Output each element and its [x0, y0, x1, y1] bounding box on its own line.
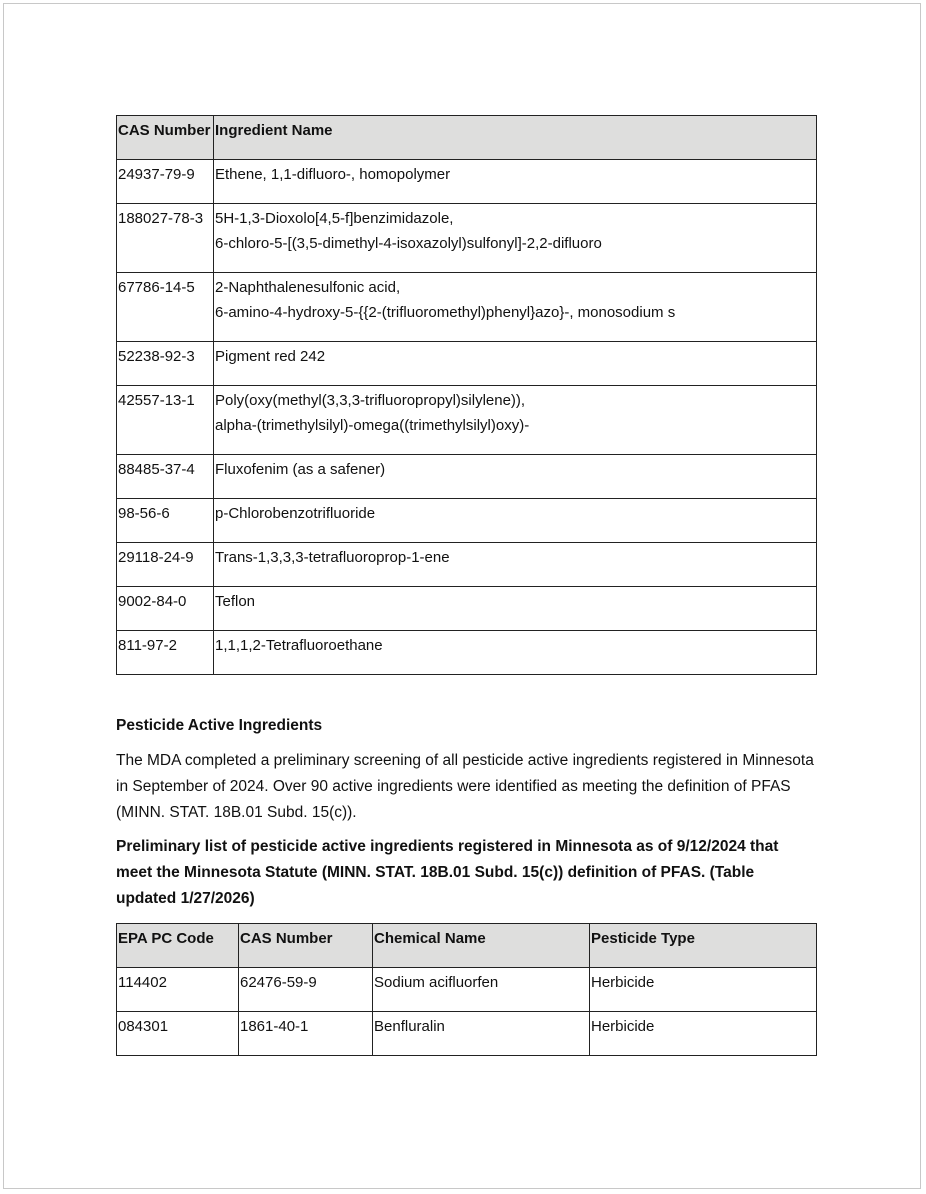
table-row [117, 273, 817, 342]
epa-pc-code-cell: 114402 [117, 968, 239, 1012]
table-caption: Preliminary list of pesticide active ingredients registered in Minnesota as of 9/12/2024 that meet the Minnesota Statute (MINN. STAT. 18B.01 Subd. 15(c)) definition of PFAS. (Table updated 1/27/2026) [116, 838, 779, 907]
cas-number-cell: 67786-14-5 [117, 273, 214, 342]
table-row [117, 455, 817, 499]
column-header-cas-number: CAS Number [117, 116, 214, 160]
column-header-epa-pc-code: EPA PC Code [117, 924, 239, 968]
pesticide-table-body [117, 968, 817, 1056]
table-row [117, 968, 817, 1012]
cas-number-cell: 1861-40-1 [239, 1012, 373, 1056]
ingredient-name-line: Ethene, 1,1-difluoro-, homopolymer [215, 166, 451, 183]
cas-number-cell: 98-56-6 [117, 499, 214, 543]
ingredient-name-line: 5H-1,3-Dioxolo[4,5-f]benzimidazole, [215, 210, 454, 227]
table-row [117, 499, 817, 543]
cas-number-cell: 42557-13-1 [117, 386, 214, 455]
table-row [117, 204, 817, 273]
table-row [117, 386, 817, 455]
table-row [117, 631, 817, 675]
table-header-row [117, 924, 817, 968]
cas-number-cell: 24937-79-9 [117, 160, 214, 204]
table-row [117, 160, 817, 204]
section-paragraph: The MDA completed a preliminary screening of all pesticide active ingredients registered in Minnesota in September of 2024. Over 90 active ingredients were identified as meeting the definition of PFAS (MINN. STAT. 18B.01 Subd. 15(c)). [116, 752, 814, 821]
ingredient-name-line: Fluxofenim (as a safener) [215, 461, 386, 478]
ingredient-name-cell [214, 273, 817, 342]
document-page [3, 3, 921, 1189]
column-header-pesticide-type: Pesticide Type [590, 924, 817, 968]
ingredient-name-line: Teflon [215, 593, 256, 610]
column-header-chemical-name: Chemical Name [373, 924, 590, 968]
chemical-name-cell: Sodium acifluorfen [373, 968, 590, 1012]
cas-number-cell: 9002-84-0 [117, 587, 214, 631]
ingredient-name-cell [214, 455, 817, 499]
cas-number-cell: 188027-78-3 [117, 204, 214, 273]
ingredient-name-line: 2-Naphthalenesulfonic acid, [215, 279, 401, 296]
ingredient-name-cell [214, 342, 817, 386]
ingredient-name-line: 6-amino-4-hydroxy-5-{{2-(trifluoromethyl)phenyl}azo}-, monosodium s [215, 304, 676, 321]
column-header-ingredient-name: Ingredient Name [214, 116, 817, 160]
table-row [117, 543, 817, 587]
cas-number-cell: 62476-59-9 [239, 968, 373, 1012]
cas-number-cell: 88485-37-4 [117, 455, 214, 499]
ingredients-table [116, 115, 817, 675]
ingredient-name-cell [214, 631, 817, 675]
page-content [116, 115, 817, 1056]
ingredient-name-cell [214, 204, 817, 273]
ingredients-table-body [117, 160, 817, 675]
cas-number-cell: 811-97-2 [117, 631, 214, 675]
ingredient-name-cell [214, 160, 817, 204]
ingredient-name-cell [214, 499, 817, 543]
table-row [117, 1012, 817, 1056]
ingredient-name-line: 6-chloro-5-[(3,5-dimethyl-4-isoxazolyl)sulfonyl]-2,2-difluoro [215, 235, 602, 252]
ingredient-name-line: Pigment red 242 [215, 348, 326, 365]
pesticide-type-cell: Herbicide [590, 968, 817, 1012]
ingredient-name-line: Trans-1,3,3,3-tetrafluoroprop-1-ene [215, 549, 450, 566]
cas-number-cell: 29118-24-9 [117, 543, 214, 587]
pesticide-table [116, 923, 817, 1056]
ingredient-name-cell [214, 543, 817, 587]
ingredient-name-line: alpha-(trimethylsilyl)-omega((trimethylsilyl)oxy)- [215, 417, 530, 434]
ingredient-name-cell [214, 587, 817, 631]
table-row [117, 587, 817, 631]
chemical-name-cell: Benfluralin [373, 1012, 590, 1056]
table-header-row [117, 116, 817, 160]
ingredient-name-line: p-Chlorobenzotrifluoride [215, 505, 376, 522]
section-heading: Pesticide Active Ingredients [116, 717, 323, 734]
ingredient-name-line: 1,1,1,2-Tetrafluoroethane [215, 637, 383, 654]
epa-pc-code-cell: 084301 [117, 1012, 239, 1056]
pesticide-type-cell: Herbicide [590, 1012, 817, 1056]
ingredient-name-line: Poly(oxy(methyl(3,3,3-trifluoropropyl)silylene)), [215, 392, 526, 409]
ingredient-name-cell [214, 386, 817, 455]
column-header-cas-number: CAS Number [239, 924, 373, 968]
cas-number-cell: 52238-92-3 [117, 342, 214, 386]
table-row [117, 342, 817, 386]
